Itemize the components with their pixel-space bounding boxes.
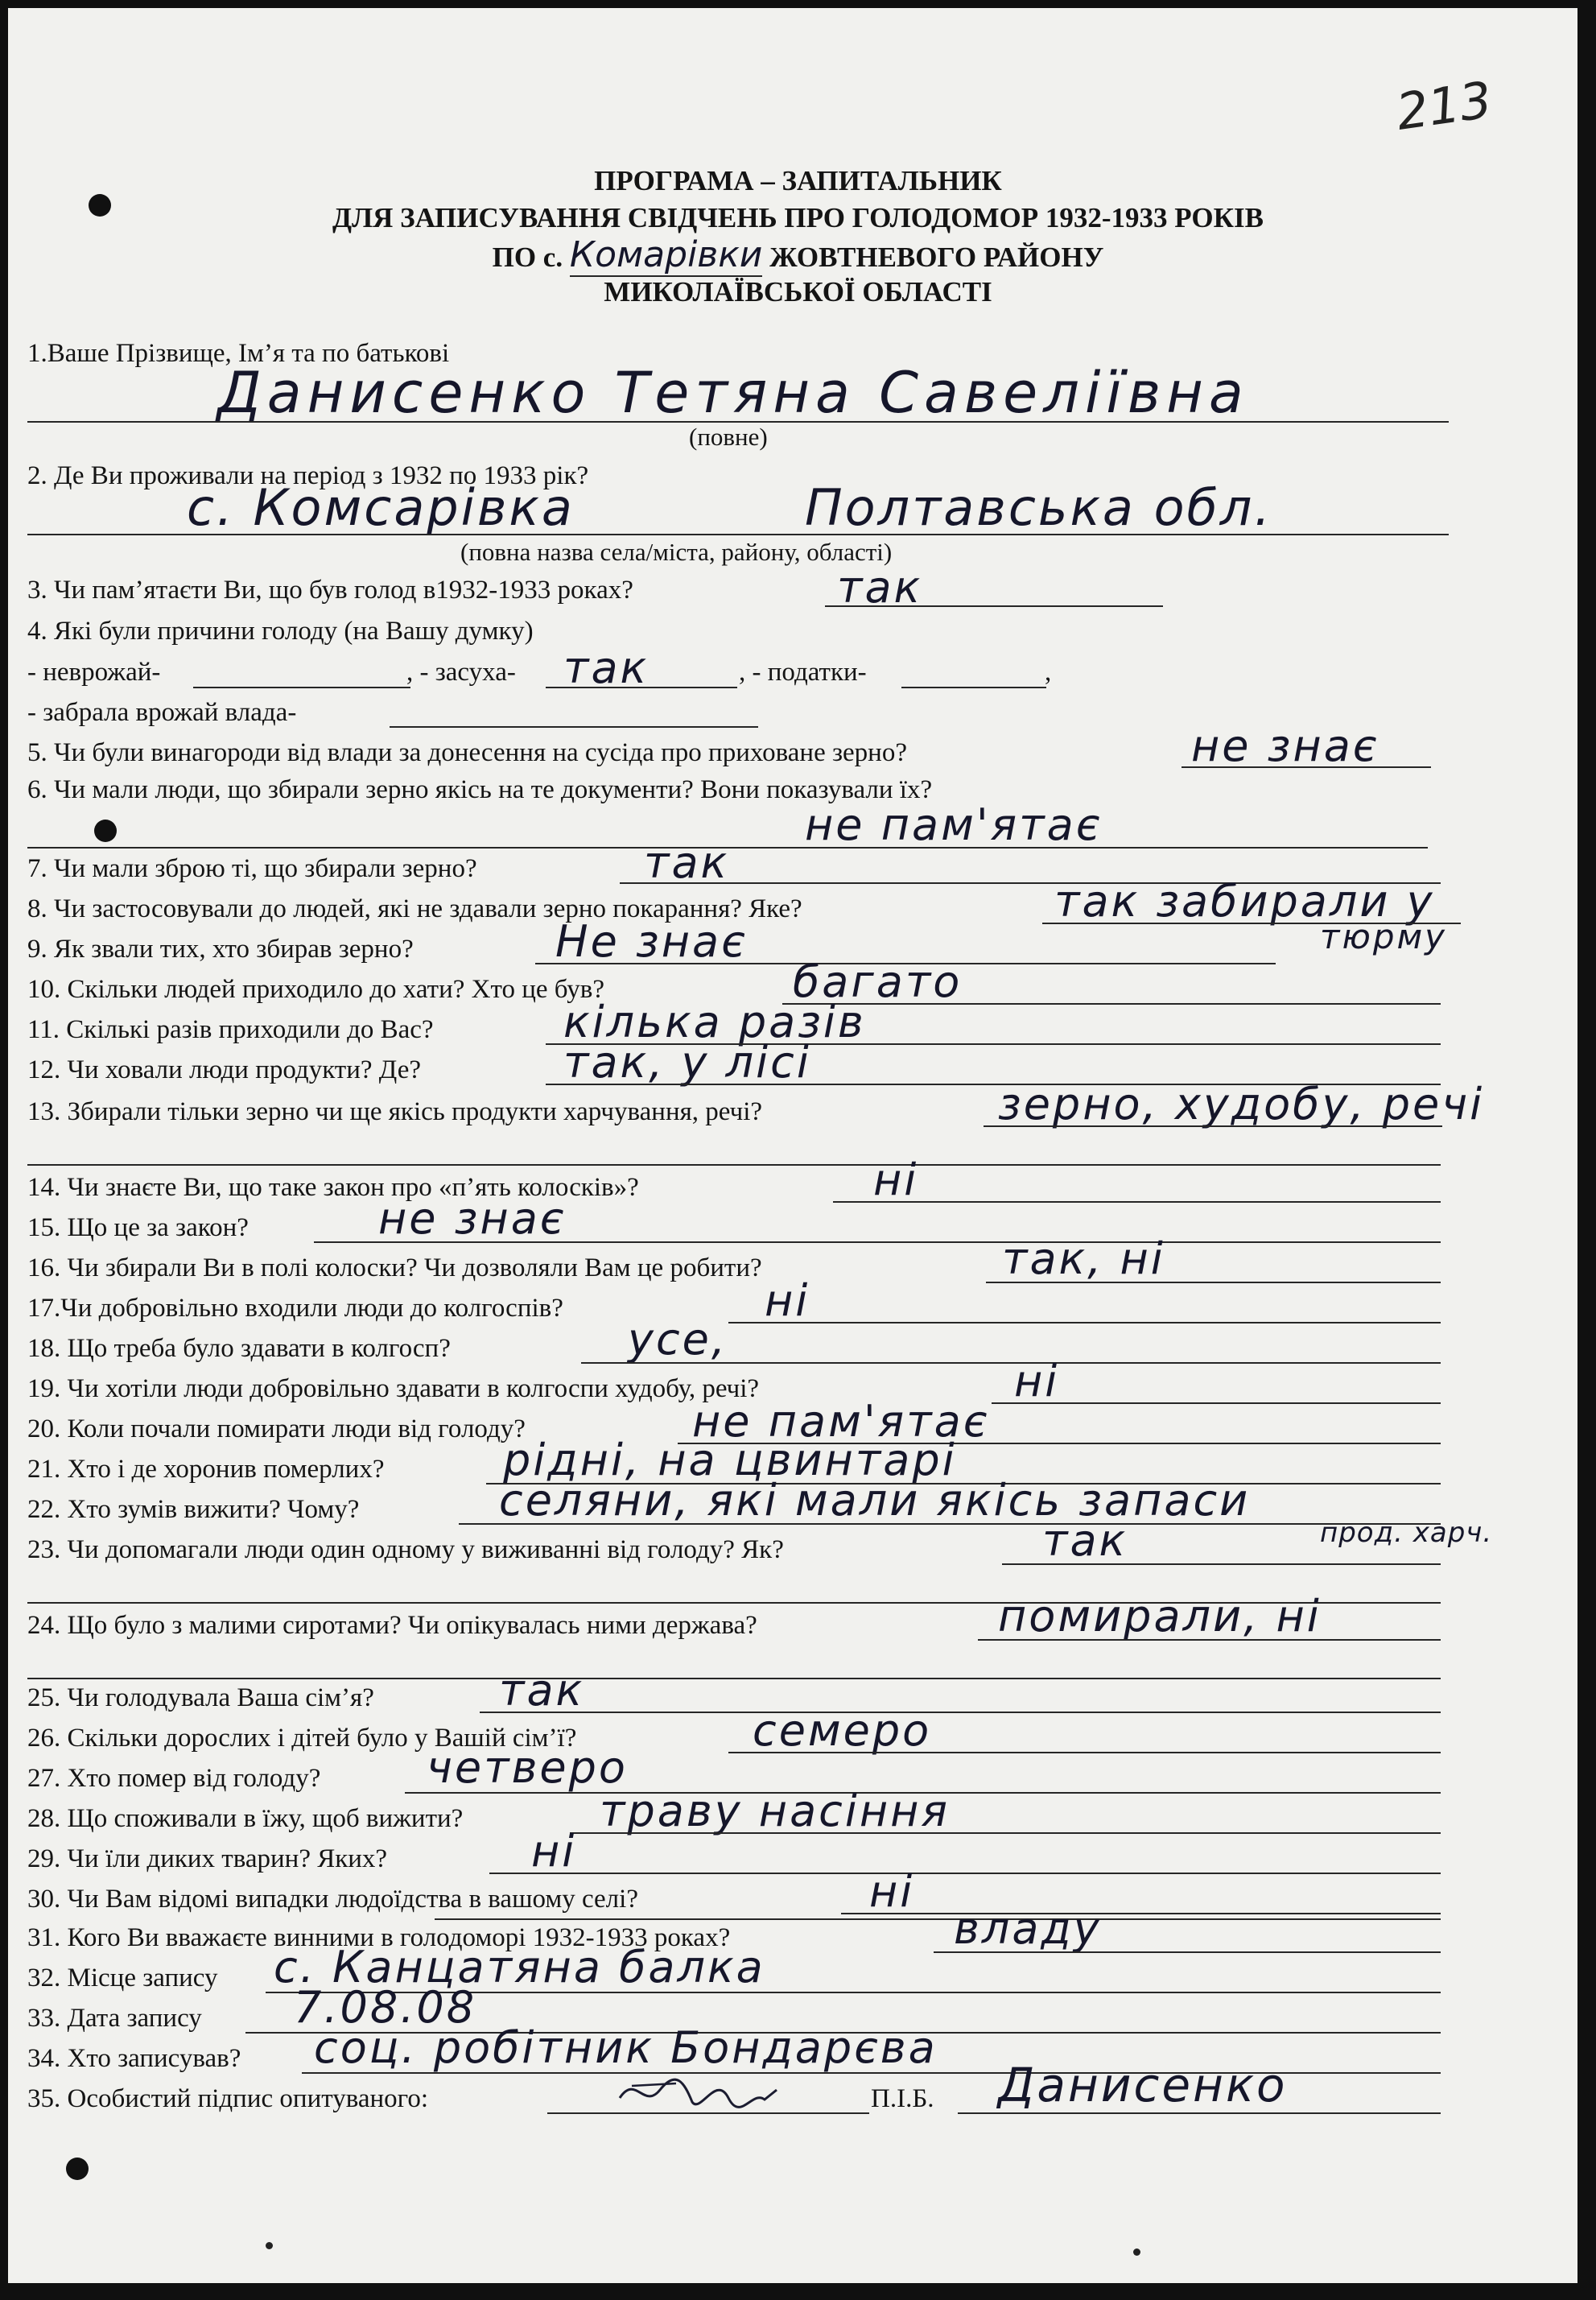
- answer-23: так: [1042, 1515, 1128, 1566]
- question-5: 5. Чи були винагороди від влади за донесення на сусіда про приховане зерно?: [27, 738, 907, 767]
- answer-line: [27, 534, 1449, 535]
- punch-hole: [94, 820, 117, 842]
- question-15: 15. Що це за закон?: [27, 1213, 249, 1242]
- answer-26: семеро: [753, 1705, 932, 1756]
- scan-border-top: [0, 0, 1596, 8]
- answer-29: ні: [531, 1826, 577, 1877]
- question-13: 13. Збирали тільки зерно чи ще якісь продукти харчування, речі?: [27, 1097, 763, 1126]
- answer-line: [390, 726, 758, 728]
- section-rule: [435, 1918, 1441, 1920]
- answer-10: багато: [793, 956, 963, 1007]
- village-handwritten: Комарівки: [569, 234, 763, 275]
- answer-31: владу: [954, 1903, 1102, 1954]
- answer-16: так, ні: [1002, 1233, 1165, 1284]
- answer-17: ні: [765, 1275, 810, 1326]
- answer-3: так: [837, 562, 923, 613]
- question-4-drought: , - засуха-: [406, 658, 516, 687]
- question-32: 32. Місце запису: [27, 1963, 218, 1992]
- question-14: 14. Чи знаєте Ви, що таке закон про «п’ять колосків»?: [27, 1173, 639, 1202]
- question-4: 4. Які були причини голоду (на Вашу думку): [27, 617, 534, 646]
- question-3: 3. Чи пам’ятаєти Ви, що був голод в1932-1933 роках?: [27, 576, 633, 605]
- question-23: 23. Чи допомагали люди один одному у виживанні від голоду? Як?: [27, 1535, 784, 1564]
- question-7: 7. Чи мали зброю ті, що збирали зерно?: [27, 854, 477, 883]
- answer-line: [570, 1832, 1441, 1834]
- question-17: 17.Чи добровільно входили люди до колгоспів?: [27, 1294, 563, 1323]
- answer-2-village: с. Комсарівка: [187, 478, 575, 537]
- question-6: 6. Чи мали люди, що збирали зерно якісь на те документи? Вони показували їх?: [27, 775, 933, 804]
- answer-line: [193, 687, 410, 688]
- answer-line: [1002, 1563, 1441, 1565]
- question-1: 1.Ваше Прізвище, Ім’я та по батькові: [27, 339, 450, 368]
- answer-line: [833, 1201, 1441, 1203]
- answer-line: [459, 1523, 1441, 1525]
- question-22: 22. Хто зумів вижити? Чому?: [27, 1495, 360, 1524]
- question-18: 18. Що треба було здавати в колгосп?: [27, 1334, 451, 1363]
- form-title: ПРОГРАМА – ЗАПИТАЛЬНИК: [594, 165, 1002, 196]
- answer-34: соц. робітник Бондарєва: [314, 2022, 938, 2073]
- question-12: 12. Чи ховали люди продукти? Де?: [27, 1055, 421, 1084]
- answer-2-hint: (повна назва села/міста, району, області): [460, 538, 893, 566]
- question-16: 16. Чи збирали Ви в полі колоски? Чи дозволяли Вам це робити?: [27, 1253, 762, 1282]
- answer-7: так: [644, 837, 730, 888]
- answer-21: рідні, на цвинтарі: [503, 1435, 957, 1485]
- question-8: 8. Чи застосовували до людей, які не здавали зерно покарання? Яке?: [27, 894, 802, 923]
- location-suffix: ЖОВТНЕВОГО РАЙОНУ: [769, 242, 1104, 273]
- answer-line: [984, 1125, 1442, 1127]
- question-2: 2. Де Ви проживали на період з 1932 по 1933 рік?: [27, 461, 589, 490]
- location-prefix: ПО с.: [492, 242, 563, 273]
- question-30: 30. Чи Вам відомі випадки людоїдства в вашому селі?: [27, 1885, 638, 1914]
- question-4-confiscation: - забрала врожай влада-: [27, 698, 297, 727]
- answer-22: селяни, які мали якісь запаси: [499, 1475, 1251, 1526]
- question-26: 26. Скільки дорослих і дітей було у Вашій сім’ї?: [27, 1724, 577, 1753]
- answer-line: [728, 1322, 1441, 1323]
- answer-25: так: [499, 1665, 585, 1716]
- scan-border-right: [1577, 0, 1596, 2300]
- answer-15: не знає: [378, 1193, 567, 1244]
- answer-line: [978, 1639, 1441, 1641]
- scan-border-bottom: [0, 2283, 1596, 2300]
- answer-14: ні: [873, 1154, 919, 1205]
- respondent-signature: [612, 2066, 785, 2122]
- answer-line: [27, 1678, 1441, 1679]
- page-number: 213: [1392, 70, 1495, 142]
- answer-line: [992, 1402, 1441, 1404]
- question-10: 10. Скільки людей приходило до хати? Хто це був?: [27, 975, 605, 1004]
- answer-line: [314, 1241, 1441, 1243]
- answer-line: [546, 687, 737, 688]
- question-4-taxes: , - податки-: [739, 658, 867, 687]
- answer-line: [986, 1282, 1441, 1283]
- answer-line: [841, 1913, 1441, 1914]
- question-35: 35. Особистий підпис опитуваного:: [27, 2084, 429, 2113]
- answer-8: так забирали у: [1054, 876, 1435, 927]
- question-28: 28. Що споживали в їжу, щоб вижити?: [27, 1804, 464, 1833]
- question-21: 21. Хто і де хоронив померлих?: [27, 1455, 385, 1484]
- full-name-label: П.І.Б.: [871, 2084, 934, 2113]
- answer-1: Данисенко Тетяна Савеліївна: [217, 360, 1249, 426]
- answer-2-region: Полтавська обл.: [805, 478, 1273, 537]
- punch-hole: [66, 2158, 89, 2180]
- question-19: 19. Чи хотіли люди добровільно здавати в колгоспи худобу, речі?: [27, 1374, 760, 1403]
- answer-28: траву насіння: [600, 1786, 950, 1836]
- answer-9: Не знає: [555, 916, 748, 967]
- answer-30: ні: [869, 1866, 915, 1917]
- scan-speck: [266, 2242, 273, 2249]
- question-4-crop-failure: - неврожай-: [27, 658, 161, 687]
- answer-35-name: Данисенко: [998, 2058, 1288, 2112]
- form-region: МИКОЛАЇВСЬКОЇ ОБЛАСТІ: [604, 276, 992, 308]
- question-9: 9. Як звали тих, хто збирав зерно?: [27, 935, 414, 964]
- answer-line: [489, 1873, 1441, 1874]
- question-11: 11. Скількі разів приходили до Вас?: [27, 1015, 434, 1044]
- form-location-line: [0, 234, 1596, 275]
- answer-line: [934, 1951, 1441, 1953]
- answer-line: [581, 1362, 1441, 1364]
- answer-22-continuation: прод. харч.: [1320, 1517, 1493, 1549]
- form-subtitle: ДЛЯ ЗАПИСУВАННЯ СВІДЧЕНЬ ПРО ГОЛОДОМОР 1932-1933 РОКІВ: [332, 202, 1264, 233]
- answer-line: [1182, 766, 1431, 768]
- answer-line: [728, 1752, 1441, 1753]
- answer-5: не знає: [1191, 721, 1379, 771]
- question-34: 34. Хто записував?: [27, 2044, 241, 2073]
- answer-12: так, у лісі: [563, 1037, 811, 1088]
- answer-19: ні: [1014, 1356, 1060, 1406]
- scan-speck: [1133, 2248, 1140, 2256]
- answer-32: с. Канцатяна балка: [274, 1942, 765, 1992]
- question-20: 20. Коли почали помирати люди від голоду?: [27, 1414, 526, 1443]
- answer-33: 7.08.08: [294, 1982, 477, 2033]
- question-25: 25. Чи голодувала Ваша сім’я?: [27, 1683, 374, 1712]
- answer-line: [480, 1712, 1441, 1713]
- answer-line: [782, 1003, 1441, 1005]
- answer-20: не пам'ятає: [692, 1396, 990, 1447]
- answer-4-drought: так: [563, 642, 650, 693]
- question-33: 33. Дата запису: [27, 2004, 202, 2033]
- question-27: 27. Хто помер від голоду?: [27, 1764, 321, 1793]
- answer-11: кілька разів: [563, 997, 866, 1047]
- answer-6: не пам'ятає: [805, 799, 1103, 850]
- answer-24: помирали, ні: [998, 1591, 1322, 1641]
- answer-27: четверо: [427, 1742, 628, 1793]
- answer-1-hint: (повне): [689, 423, 768, 451]
- answer-18: усе,: [628, 1314, 728, 1365]
- answer-13: зерно, худобу, речі: [998, 1079, 1485, 1129]
- answer-line: [958, 2112, 1441, 2114]
- answer-line: [27, 1164, 1441, 1166]
- question-4-taxes-comma: ,: [1045, 658, 1052, 687]
- question-24: 24. Що було з малими сиротами? Чи опікувалась ними держава?: [27, 1611, 757, 1640]
- answer-line: [825, 605, 1163, 607]
- answer-line: [901, 687, 1046, 688]
- scan-border-left: [0, 0, 8, 2300]
- question-31: 31. Кого Ви вважаєте винними в голодоморі 1932-1933 роках?: [27, 1923, 731, 1952]
- question-29: 29. Чи їли диких тварин? Яких?: [27, 1844, 388, 1873]
- answer-8-continuation: тюрму: [1320, 917, 1448, 956]
